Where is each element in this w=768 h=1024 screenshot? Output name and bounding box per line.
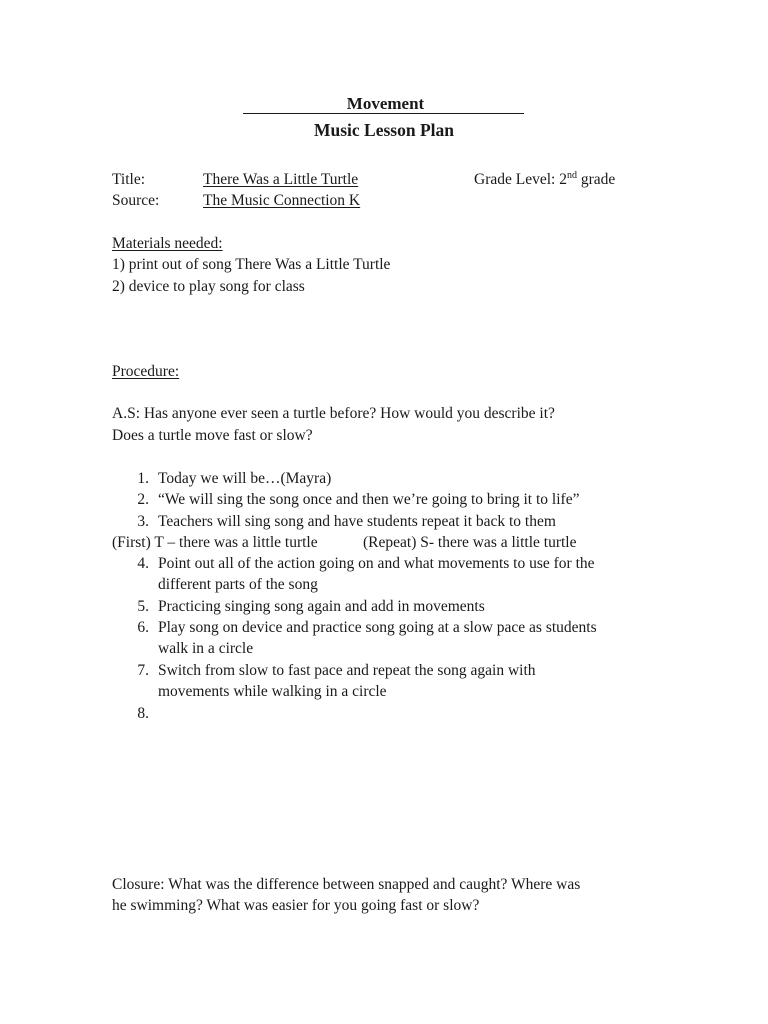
source-label: Source: <box>112 192 160 209</box>
step-number: 2. <box>137 491 149 508</box>
procedure-heading: Procedure: <box>112 363 180 380</box>
anticipatory-set-line: Does a turtle move fast or slow? <box>112 427 313 444</box>
grade-suffix: grade <box>576 171 616 188</box>
closure-line: he swimming? What was easier for you going fast or slow? <box>112 897 480 914</box>
topic-underline <box>243 113 524 114</box>
step-number: 3. <box>137 513 149 530</box>
step-text: Practicing singing song again and add in movements <box>158 598 485 615</box>
materials-item: 2) device to play song for class <box>112 278 305 295</box>
song-title: There Was a Little Turtle <box>203 171 359 188</box>
step-text: Teachers will sing song and have students repeat it back to them <box>158 513 556 530</box>
step-number: 4. <box>137 555 149 572</box>
lesson-topic: Movement <box>346 94 425 113</box>
step-text-continued: walk in a circle <box>158 640 254 657</box>
step-text: Switch from slow to fast pace and repeat the song again with <box>158 662 536 679</box>
step-text: Today we will be…(Mayra) <box>158 470 332 487</box>
page-title <box>0 120 768 141</box>
step-number: 6. <box>137 619 149 636</box>
step-number: 7. <box>137 662 149 679</box>
first-call-line: (First) T – there was a little turtle <box>112 534 318 551</box>
step-number: 8. <box>137 705 149 722</box>
step-number: 5. <box>137 598 149 615</box>
step-text: “We will sing the song once and then we’re going to bring it to life” <box>158 491 580 508</box>
step-text-continued: different parts of the song <box>158 576 318 593</box>
materials-heading: Materials needed: <box>112 235 223 252</box>
grade-level-label: Grade Level: 2 <box>474 171 567 188</box>
source-value: The Music Connection K <box>203 192 361 209</box>
repeat-response-line: (Repeat) S- there was a little turtle <box>363 534 577 551</box>
step-text: Point out all of the action going on and what movements to use for the <box>158 555 595 572</box>
step-text: Play song on device and practice song going at a slow pace as students <box>158 619 597 636</box>
title-label: Title: <box>112 171 146 188</box>
grade-ordinal: nd <box>566 170 577 181</box>
step-number: 1. <box>137 470 149 487</box>
materials-item: 1) print out of song There Was a Little Turtle <box>112 256 391 273</box>
anticipatory-set-line: A.S: Has anyone ever seen a turtle before? How would you describe it? <box>112 405 555 422</box>
page-title-text: Music Lesson Plan <box>313 120 455 140</box>
closure-line: Closure: What was the difference between snapped and caught? Where was <box>112 876 581 893</box>
grade-level <box>474 171 615 189</box>
step-text-continued: movements while walking in a circle <box>158 683 387 700</box>
